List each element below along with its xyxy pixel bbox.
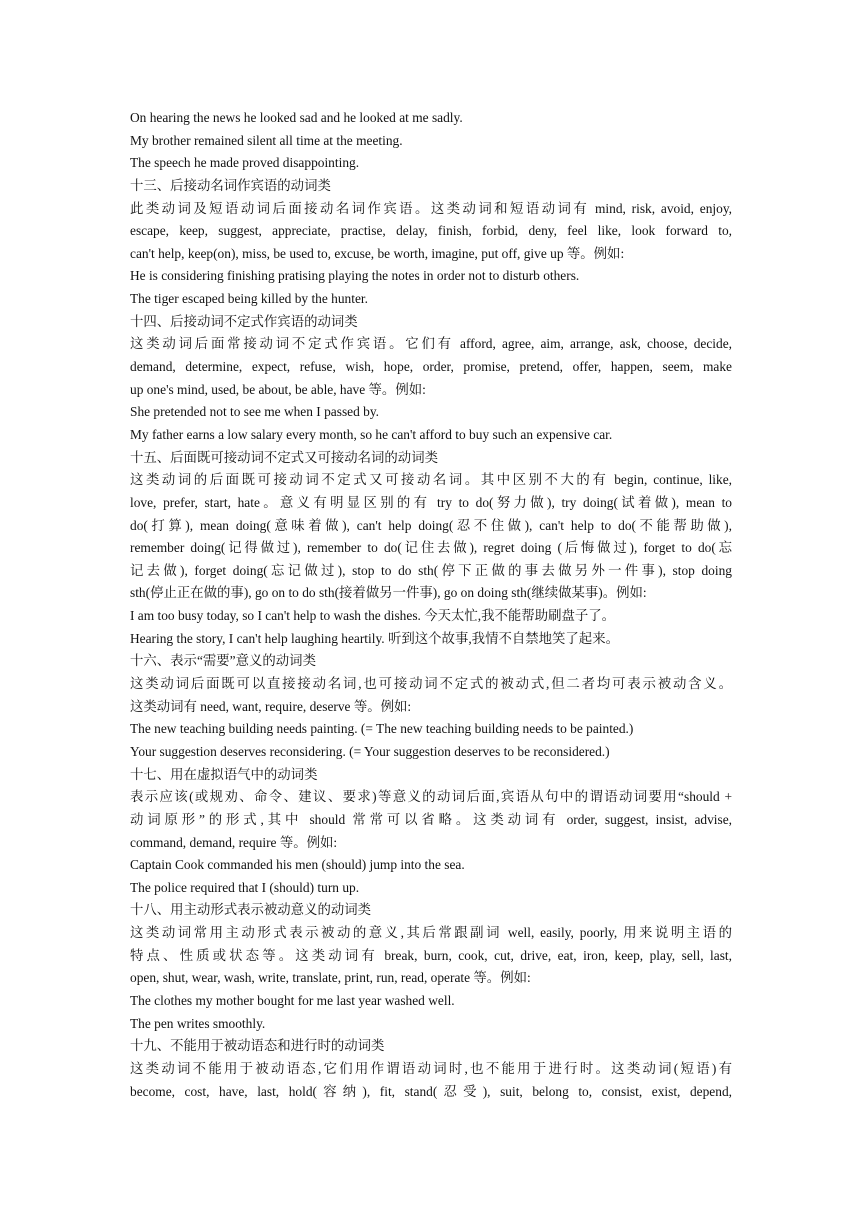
section-heading: 十四、后接动词不定式作宾语的动词类: [130, 313, 358, 329]
paragraph-line: sth(停止正在做的事), go on to do sth(接着做另一件事), go on doing sth(继续做某事)。例如:: [130, 585, 647, 601]
paragraph-line: 动词原形”的形式,其中 should 常常可以省略。这类动词有 order, suggest, insist, advise,: [130, 811, 732, 827]
paragraph-line: can't help, keep(on), miss, be used to, excuse, be worth, imagine, put off, give up 等。例如:: [130, 245, 625, 261]
example-sentence: The speech he made proved disappointing.: [130, 155, 360, 171]
example-sentence: My father earns a low salary every month, so he can't afford to buy such an expensive car.: [130, 426, 613, 442]
section-heading: 十九、不能用于被动语态和进行时的动词类: [130, 1038, 385, 1054]
paragraph-line: demand, determine, expect, refuse, wish, hope, order, promise, pretend, offer, happen, seem, make: [130, 359, 732, 375]
section-heading: 十三、后接动名词作宾语的动词类: [130, 177, 331, 193]
paragraph-line: command, demand, require 等。例如:: [130, 834, 338, 850]
paragraph-line: do(打算), mean doing(意味着做), can't help doing(忍不住做), can't help to do(不能帮助做),: [130, 517, 732, 533]
paragraph-line: 记去做), forget doing(忘记做过), stop to do sth(停下正做的事去做另外一件事), stop doing: [130, 562, 732, 578]
document-page: [130, 107, 732, 1103]
example-sentence: Captain Cook commanded his men (should) jump into the sea.: [130, 857, 465, 873]
example-sentence: On hearing the news he looked sad and he looked at me sadly.: [130, 110, 463, 125]
paragraph-line: open, shut, wear, wash, write, translate, print, run, read, operate 等。例如:: [130, 970, 531, 986]
paragraph-line: 这类动词常用主动形式表示被动的意义,其后常跟副词 well, easily, poorly, 用来说明主语的: [130, 925, 732, 941]
paragraph-line: 这类动词的后面既可接动词不定式又可接动名词。其中区别不大的有 begin, continue, like,: [130, 472, 732, 488]
example-sentence: He is considering finishing pratising playing the notes in order not to disturb others.: [130, 268, 580, 284]
paragraph-line: escape, keep, suggest, appreciate, practise, delay, finish, forbid, deny, feel like, look forward to,: [130, 223, 732, 239]
paragraph-line: 这类动词有 need, want, require, deserve 等。例如:: [130, 698, 412, 714]
example-sentence: She pretended not to see me when I passed by.: [130, 404, 380, 420]
paragraph-line: become, cost, have, last, hold(容纳), fit, stand(忍受), suit, belong to, consist, exist, depend,: [130, 1083, 732, 1099]
example-sentence: I am too busy today, so I can't help to wash the dishes. 今天太忙,我不能帮助刷盘子了。: [130, 608, 616, 624]
paragraph-line: 这类动词后面常接动词不定式作宾语。它们有 afford, agree, aim, arrange, ask, choose, decide,: [130, 336, 732, 352]
example-sentence: The tiger escaped being killed by the hunter.: [130, 291, 368, 307]
paragraph-line: 这类动词后面既可以直接接动名词,也可接动词不定式的被动式,但二者均可表示被动含义。: [130, 676, 732, 692]
paragraph-line: remember doing(记得做过), remember to do(记住去做), regret doing (后悔做过), forget to do(忘: [130, 540, 732, 556]
paragraph-line: love, prefer, start, hate。意义有明显区别的有 try to do(努力做), try doing(试着做), mean to: [130, 494, 732, 510]
example-sentence: The pen writes smoothly.: [130, 1015, 266, 1031]
section-heading: 十七、用在虚拟语气中的动词类: [130, 766, 318, 782]
paragraph-line: 这类动词不能用于被动语态,它们用作谓语动词时,也不能用于进行时。这类动词(短语)有: [130, 1060, 732, 1076]
paragraph-line: 特点、性质或状态等。这类动词有 break, burn, cook, cut, drive, eat, iron, keep, play, sell, last,: [130, 947, 732, 963]
example-sentence: The new teaching building needs painting. (= The new teaching building needs to be painted.): [130, 721, 634, 737]
paragraph-line: up one's mind, used, be about, be able, have 等。例如:: [130, 381, 426, 397]
paragraph-line: 此类动词及短语动词后面接动名词作宾语。这类动词和短语动词有 mind, risk, avoid, enjoy,: [130, 200, 732, 216]
example-sentence: The police required that I (should) turn up.: [130, 879, 360, 895]
example-sentence: The clothes my mother bought for me last year washed well.: [130, 992, 455, 1008]
section-heading: 十八、用主动形式表示被动意义的动词类: [130, 902, 372, 918]
paragraph-line: 表示应该(或规劝、命令、建议、要求)等意义的动词后面,宾语从句中的谓语动词要用“should +: [130, 789, 732, 805]
example-sentence: My brother remained silent all time at the meeting.: [130, 132, 403, 148]
example-sentence: Hearing the story, I can't help laughing heartily. 听到这个故事,我情不自禁地笑了起来。: [130, 630, 619, 646]
example-sentence: Your suggestion deserves reconsidering. (= Your suggestion deserves to be reconsidered.): [130, 743, 610, 759]
section-heading: 十五、后面既可接动词不定式又可接动名词的动词类: [130, 449, 438, 465]
section-heading: 十六、表示“需要”意义的动词类: [130, 653, 316, 669]
